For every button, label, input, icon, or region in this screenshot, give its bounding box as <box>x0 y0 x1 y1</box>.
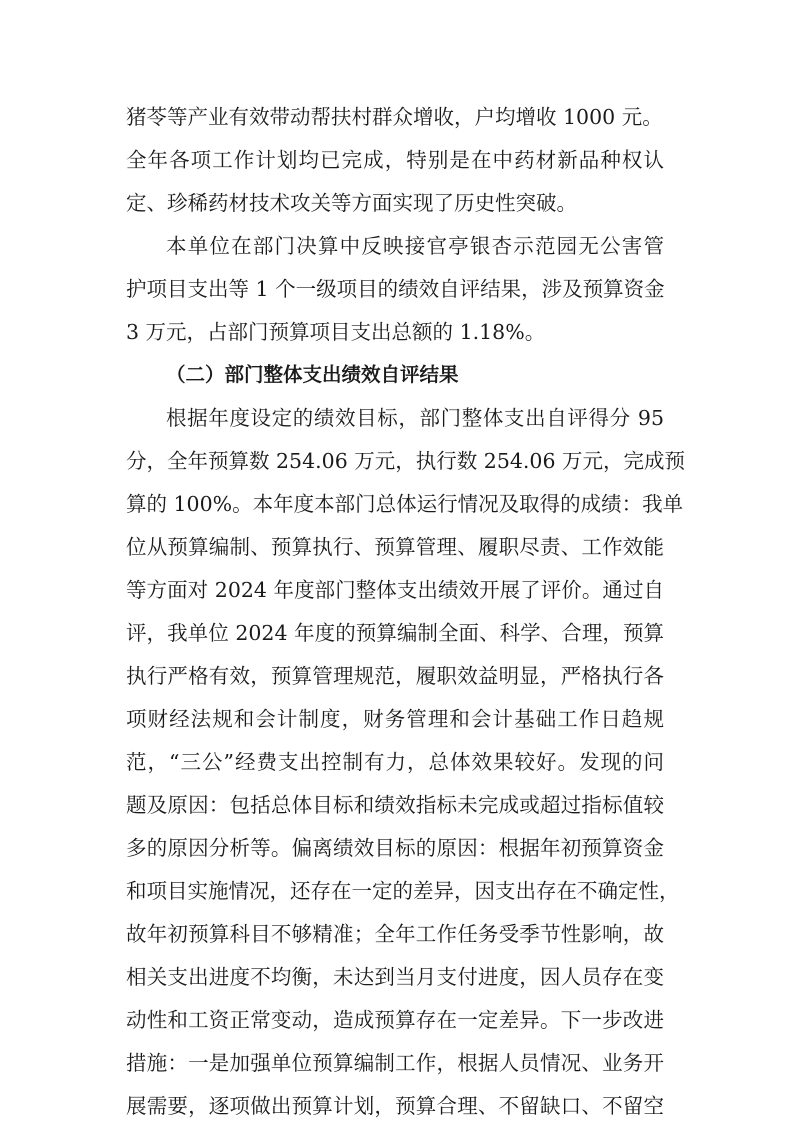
text-line: 多的原因分析等。偏离绩效目标的原因：根据年初预算资金 <box>126 836 664 860</box>
text-line: 相关支出进度不均衡，未达到当月支付进度，因人员存在变 <box>126 965 664 989</box>
text-line: 动性和工资正常变动，造成预算存在一定差异。下一步改进 <box>126 1008 664 1032</box>
text-line: 3 万元，占部门预算项目支出总额的 1.18%。 <box>126 320 546 344</box>
text-line: 评，我单位 2024 年度的预算编制全面、科学、合理，预算 <box>126 621 664 645</box>
text-line: 定、珍稀药材技术攻关等方面实现了历史性突破。 <box>126 191 577 215</box>
text-line: 猪苓等产业有效带动帮扶村群众增收，户均增收 1000 元。 <box>126 105 663 129</box>
text-line: 位从预算编制、预算执行、预算管理、履职尽责、工作效能 <box>126 535 664 559</box>
text-line: 分，全年预算数 254.06 万元，执行数 254.06 万元，完成预 <box>126 449 686 473</box>
text-line: 展需要，逐项做出预算计划，预算合理、不留缺口、不留空 <box>126 1094 664 1118</box>
text-line: 故年初预算科目不够精准；全年工作任务受季节性影响，故 <box>126 922 664 946</box>
text-line: 全年各项工作计划均已完成，特别是在中药材新品种权认 <box>126 148 664 172</box>
text-line: 和项目实施情况，还存在一定的差异，因支出存在不确定性， <box>126 879 680 903</box>
text-line: 等方面对 2024 年度部门整体支出绩效开展了评价。通过自 <box>126 578 664 602</box>
section-heading: （二）部门整体支出绩效自评结果 <box>166 363 459 386</box>
text-line: 护项目支出等 1 个一级项目的绩效自评结果，涉及预算资金 <box>126 277 665 301</box>
text-line: 根据年度设定的绩效目标，部门整体支出自评得分 95 <box>166 406 664 430</box>
text-line: 算的 100%。本年度本部门总体运行情况及取得的成绩：我单 <box>126 492 684 516</box>
text-line: 措施：一是加强单位预算编制工作，根据人员情况、业务开 <box>126 1051 664 1075</box>
text-line: 本单位在部门决算中反映接官亭银杏示范园无公害管 <box>166 234 664 258</box>
text-line: 题及原因：包括总体目标和绩效指标未完成或超过指标值较 <box>126 793 664 817</box>
text-line: 执行严格有效，预算管理规范，履职效益明显，严格执行各 <box>126 664 664 688</box>
text-line: 范，“三公”经费支出控制有力，总体效果较好。发现的问 <box>126 750 664 774</box>
text-line: 项财经法规和会计制度，财务管理和会计基础工作日趋规 <box>126 707 664 731</box>
